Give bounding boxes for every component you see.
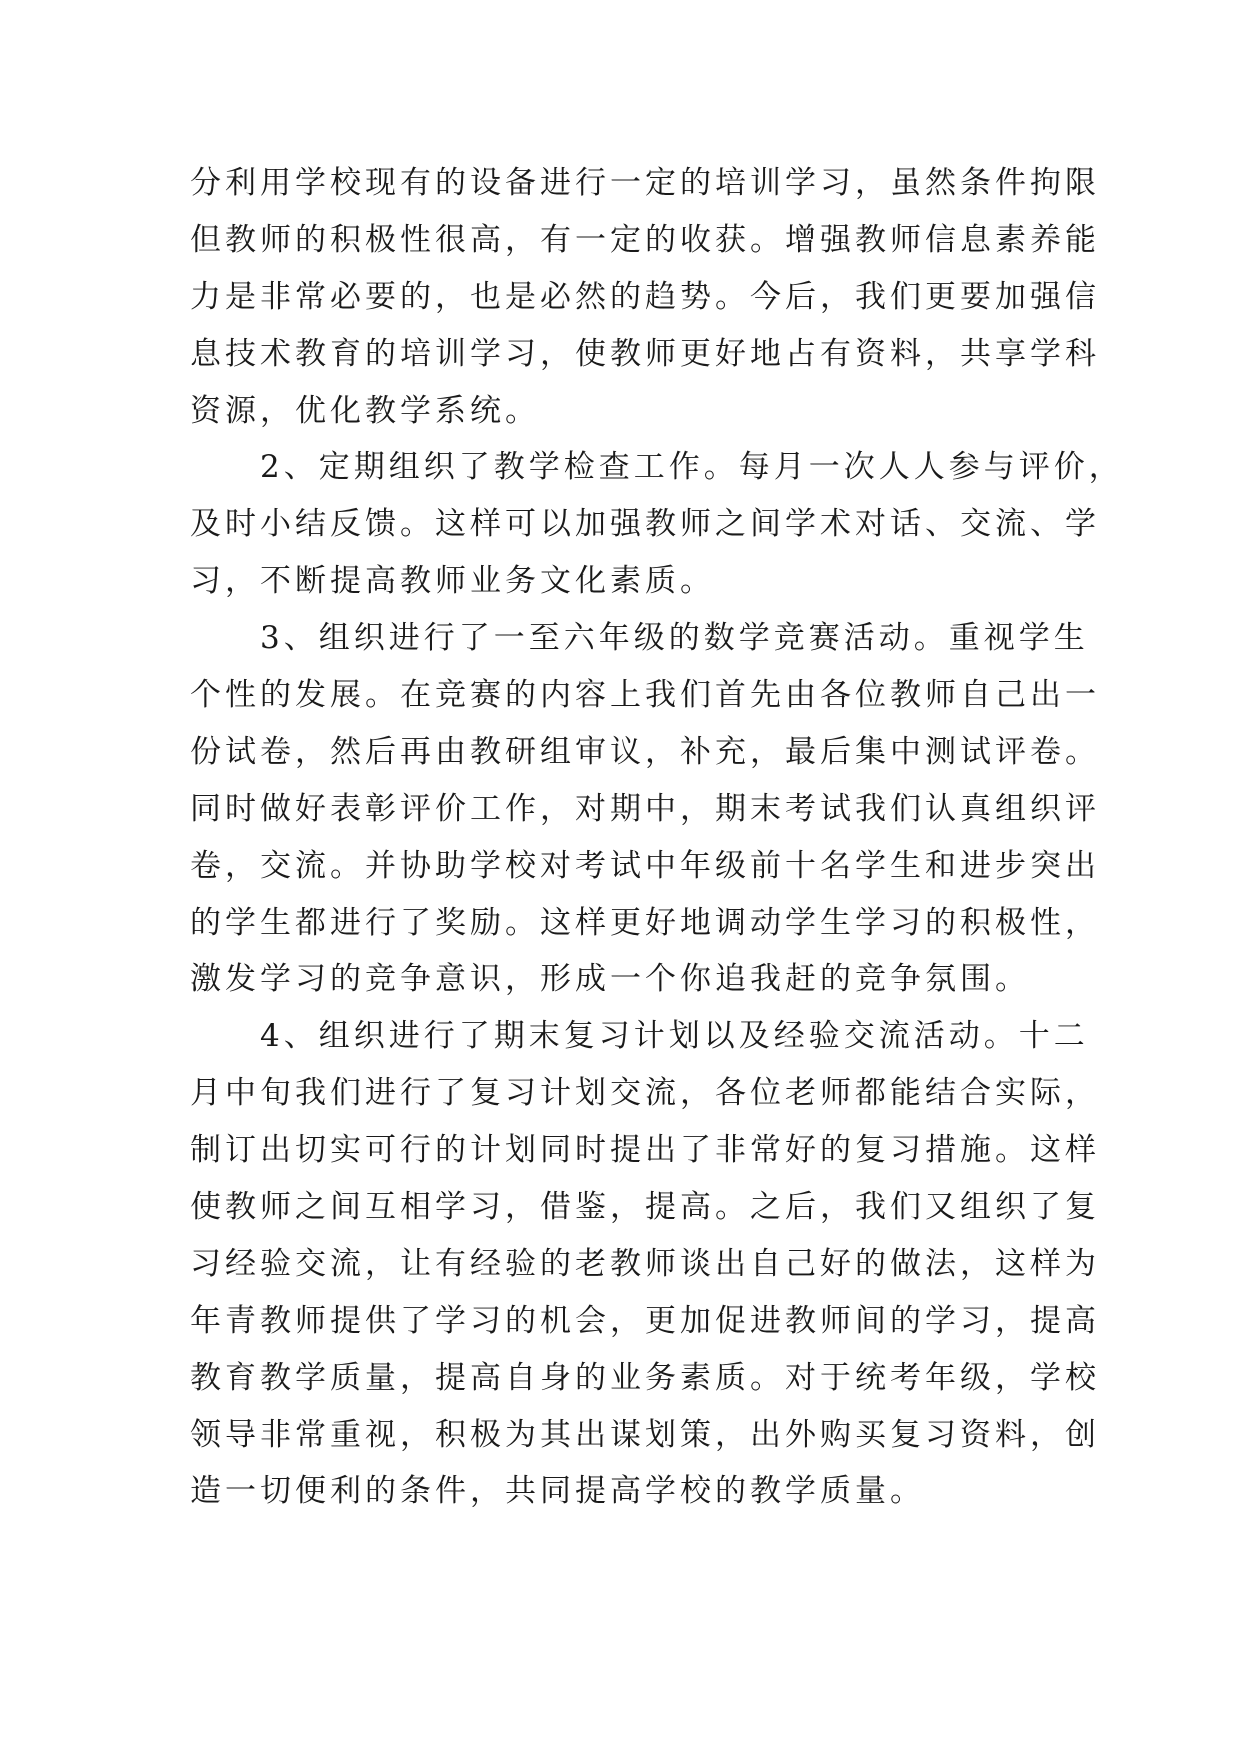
text-line: 息技术教育的培训学习，使教师更好地占有资料，共享学科 <box>190 335 1100 372</box>
text-line: 份试卷，然后再由教研组审议，补充，最后集中测试评卷。 <box>190 733 1100 770</box>
paragraph-3-first-line: 3、组织进行了一至六年级的数学竞赛活动。重视学生 <box>260 620 1089 657</box>
text-line: 及时小结反馈。这样可以加强教师之间学术对话、交流、学 <box>190 506 1100 543</box>
text-line: 习，不断提高教师业务文化素质。 <box>190 563 715 600</box>
paragraph-4-first-line: 4、组织进行了期末复习计划以及经验交流活动。十二 <box>260 1018 1089 1055</box>
text-line: 习经验交流，让有经验的老教师谈出自己好的做法，这样为 <box>190 1245 1100 1282</box>
text-line: 分利用学校现有的设备进行一定的培训学习，虽然条件拘限 <box>190 165 1100 201</box>
text-line: 同时做好表彰评价工作，对期中，期末考试我们认真组织评 <box>190 790 1100 827</box>
text-line: 力是非常必要的，也是必然的趋势。今后，我们更要加强信 <box>190 278 1100 315</box>
text-line: 但教师的积极性很高，有一定的收获。增强教师信息素养能 <box>190 221 1100 258</box>
text-line: 制订出切实可行的计划同时提出了非常好的复习措施。这样 <box>190 1132 1100 1169</box>
text-line: 的学生都进行了奖励。这样更好地调动学生学习的积极性， <box>190 904 1100 941</box>
body-text <box>190 155 1124 1520</box>
text-line: 个性的发展。在竞赛的内容上我们首先由各位教师自己出一 <box>190 677 1100 714</box>
text-line: 教育教学质量，提高自身的业务素质。对于统考年级，学校 <box>190 1359 1100 1396</box>
text-line: 使教师之间互相学习，借鉴，提高。之后，我们又组织了复 <box>190 1189 1100 1226</box>
text-line: 月中旬我们进行了复习计划交流，各位老师都能结合实际， <box>190 1075 1100 1112</box>
text-line: 资源，优化教学系统。 <box>190 392 540 429</box>
text-line: 激发学习的竞争意识，形成一个你追我赶的竞争氛围。 <box>190 961 1030 998</box>
paragraph-2-first-line: 2、定期组织了教学检查工作。每月一次人人参与评价， <box>260 449 1124 486</box>
text-line: 领导非常重视，积极为其出谋划策，出外购买复习资料，创 <box>190 1416 1100 1453</box>
text-line: 年青教师提供了学习的机会，更加促进教师间的学习，提高 <box>190 1302 1100 1339</box>
text-line: 造一切便利的条件，共同提高学校的教学质量。 <box>190 1473 925 1510</box>
text-line: 卷，交流。并协助学校对考试中年级前十名学生和进步突出 <box>190 847 1100 884</box>
